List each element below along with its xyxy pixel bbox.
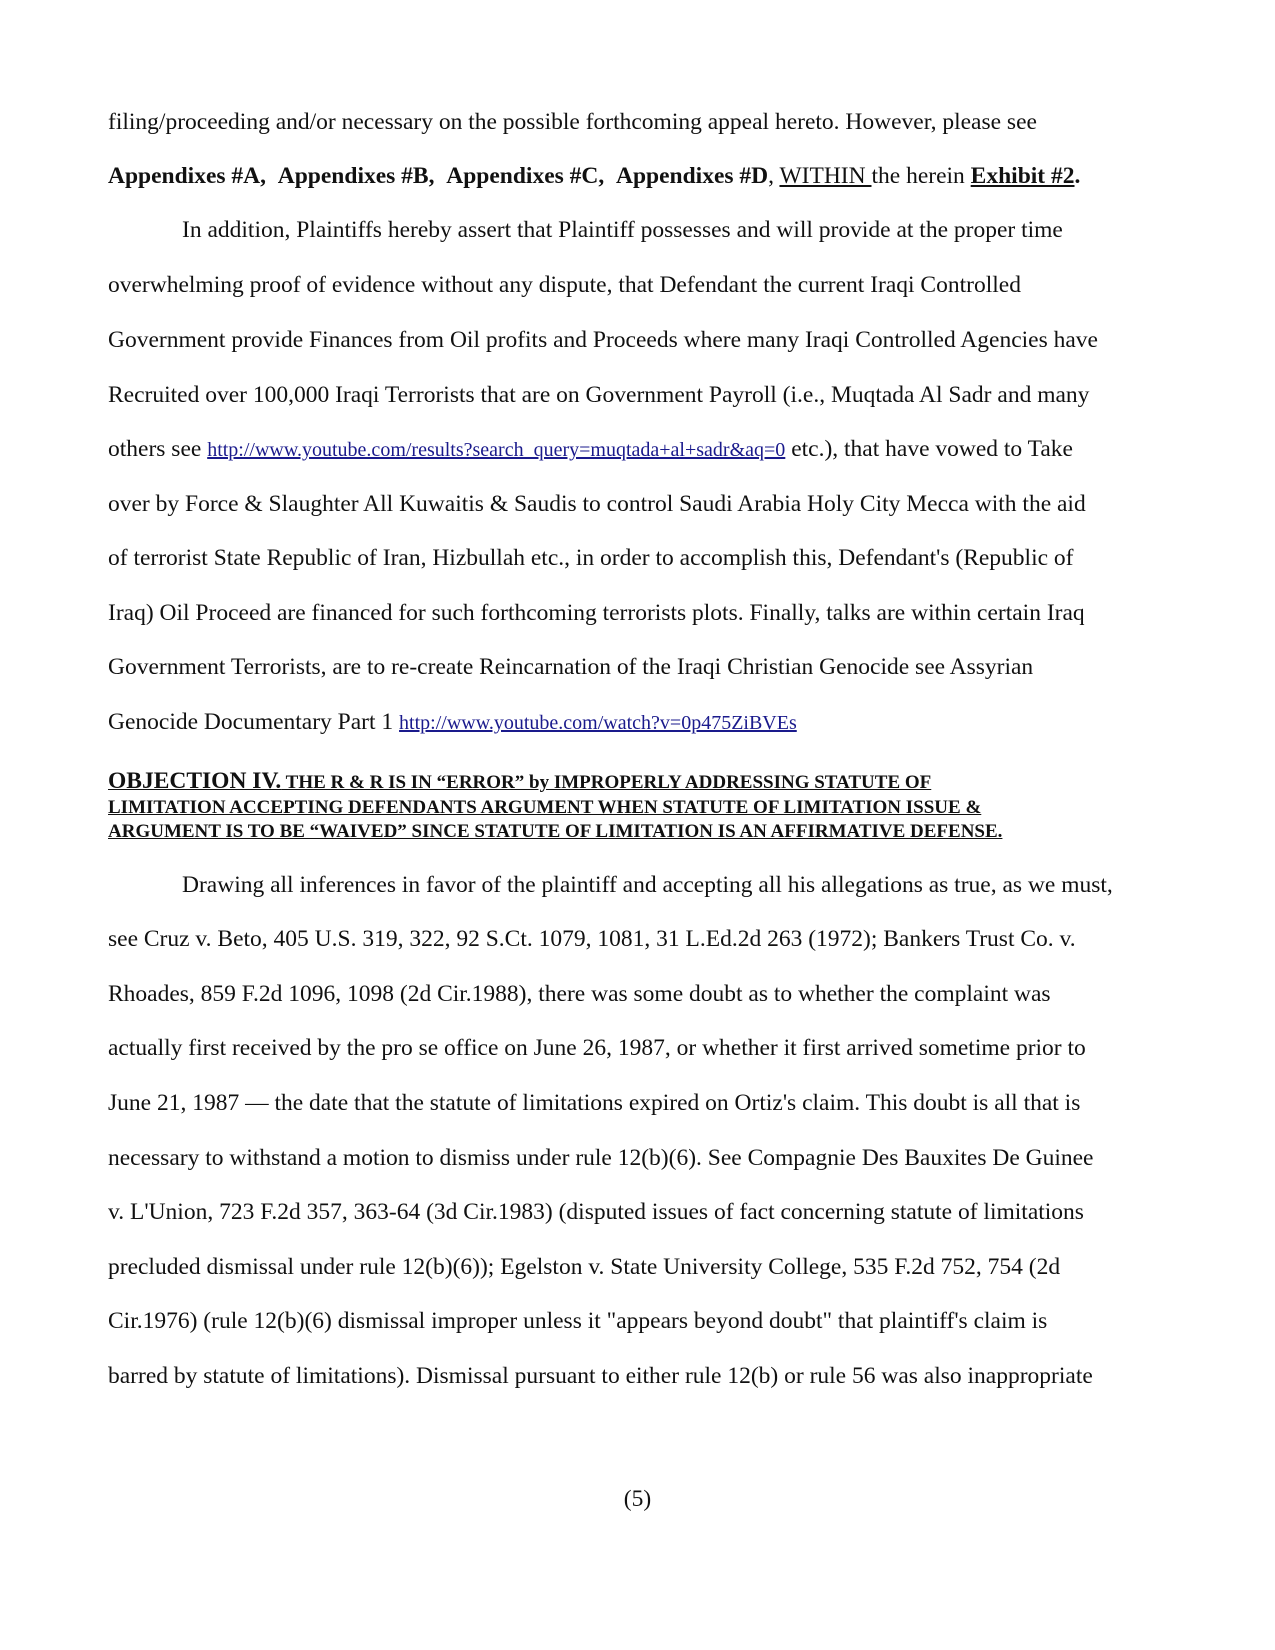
comma: , — [768, 163, 775, 189]
appendix-b-ref: Appendixes #B, — [277, 163, 435, 189]
paragraph2-line1: In addition, Plaintiffs hereby assert that Plaintiff possesses and will provide at the proper time — [182, 217, 1063, 243]
paragraph2-line7: of terrorist State Republic of Iran, Hizbullah etc., in order to accomplish this, Defendant's (Republic of — [108, 545, 1074, 571]
objection-line3: ARGUMENT IS TO BE “WAIVED” SINCE STATUTE OF LIMITATION IS AN AFFIRMATIVE DEFENSE. — [108, 821, 1003, 842]
within-text: WITHIN — [779, 163, 872, 189]
paragraph3-line1: Drawing all inferences in favor of the plaintiff and accepting all his allegations as true, as we must, — [182, 872, 1113, 898]
exhibit-ref: Exhibit #2 — [970, 163, 1075, 189]
paragraph3-line6: necessary to withstand a motion to dismiss under rule 12(b)(6). See Compagnie Des Bauxites De Guinee — [108, 1145, 1094, 1171]
appendix-d-ref: Appendixes #D — [616, 163, 769, 189]
youtube-watch-link[interactable]: http://www.youtube.com/watch?v=0p475ZiBVEs — [399, 712, 797, 734]
objection-label: OBJECTION IV. — [108, 768, 282, 794]
paragraph2-line9: Government Terrorists, are to re-create Reincarnation of the Iraqi Christian Genocide see Assyrian — [108, 654, 1034, 680]
paragraph2-line5 — [108, 435, 1073, 464]
paragraph2-line3: Government provide Finances from Oil profits and Proceeds where many Iraqi Controlled Agencies have — [108, 327, 1098, 353]
paragraph1-line1: filing/proceeding and/or necessary on the possible forthcoming appeal hereto. However, please see — [108, 109, 1037, 135]
appendix-c-ref: Appendixes #C, — [446, 163, 605, 189]
paragraph2-line10 — [108, 708, 797, 737]
paragraph3-line2: see Cruz v. Beto, 405 U.S. 319, 322, 92 S.Ct. 1079, 1081, 31 L.Ed.2d 263 (1972); Bankers Trust Co. v. — [108, 926, 1076, 952]
period: . — [1074, 163, 1081, 189]
paragraph1-line2 — [108, 162, 1080, 190]
paragraph3-line7: v. L'Union, 723 F.2d 357, 363-64 (3d Cir.1983) (disputed issues of fact concerning statute of limitations — [108, 1199, 1084, 1225]
paragraph3-line10: barred by statute of limitations). Dismissal pursuant to either rule 12(b) or rule 56 was also inappropriate — [108, 1363, 1093, 1389]
documentary-text: Genocide Documentary Part 1 — [108, 709, 400, 735]
others-see-text: others see — [108, 436, 208, 462]
appendix-a-ref: Appendixes #A, — [108, 163, 267, 189]
etc-text: etc.), that have vowed to Take — [785, 436, 1073, 462]
objection-heading — [108, 768, 1188, 795]
paragraph2-line6: over by Force & Slaughter All Kuwaitis & Saudis to control Saudi Arabia Holy City Mecca with the aid — [108, 491, 1086, 517]
the-herein-text: the herein — [871, 163, 965, 189]
paragraph2-line8: Iraq) Oil Proceed are financed for such forthcoming terrorists plots. Finally, talks are within certain Iraq — [108, 600, 1085, 626]
paragraph3-line4: actually first received by the pro se office on June 26, 1987, or whether it first arrived sometime prior to — [108, 1035, 1086, 1061]
paragraph2-line4: Recruited over 100,000 Iraqi Terrorists that are on Government Payroll (i.e., Muqtada Al Sadr and many — [108, 382, 1090, 408]
objection-line1: THE R & R IS IN “ERROR” by IMPROPERLY ADDRESSING STATUTE OF — [281, 772, 932, 793]
page-number: (5) — [623, 1486, 652, 1512]
paragraph3-line8: precluded dismissal under rule 12(b)(6)); Egelston v. State University College, 535 F.2d 752, 754 (2d — [108, 1254, 1061, 1280]
paragraph2-line2: overwhelming proof of evidence without any dispute, that Defendant the current Iraqi Controlled — [108, 272, 1021, 298]
paragraph3-line3: Rhoades, 859 F.2d 1096, 1098 (2d Cir.1988), there was some doubt as to whether the complaint was — [108, 981, 1051, 1007]
objection-line2: LIMITATION ACCEPTING DEFENDANTS ARGUMENT WHEN STATUTE OF LIMITATION ISSUE & — [108, 797, 982, 818]
youtube-search-link[interactable]: http://www.youtube.com/results?search_query=muqtada+al+sadr&aq=0 — [207, 439, 786, 461]
paragraph3-line5: June 21, 1987 — the date that the statute of limitations expired on Ortiz's claim. This doubt is all that is — [108, 1090, 1081, 1116]
paragraph3-line9: Cir.1976) (rule 12(b)(6) dismissal improper unless it "appears beyond doubt" that plaintiff's claim is — [108, 1308, 1048, 1334]
